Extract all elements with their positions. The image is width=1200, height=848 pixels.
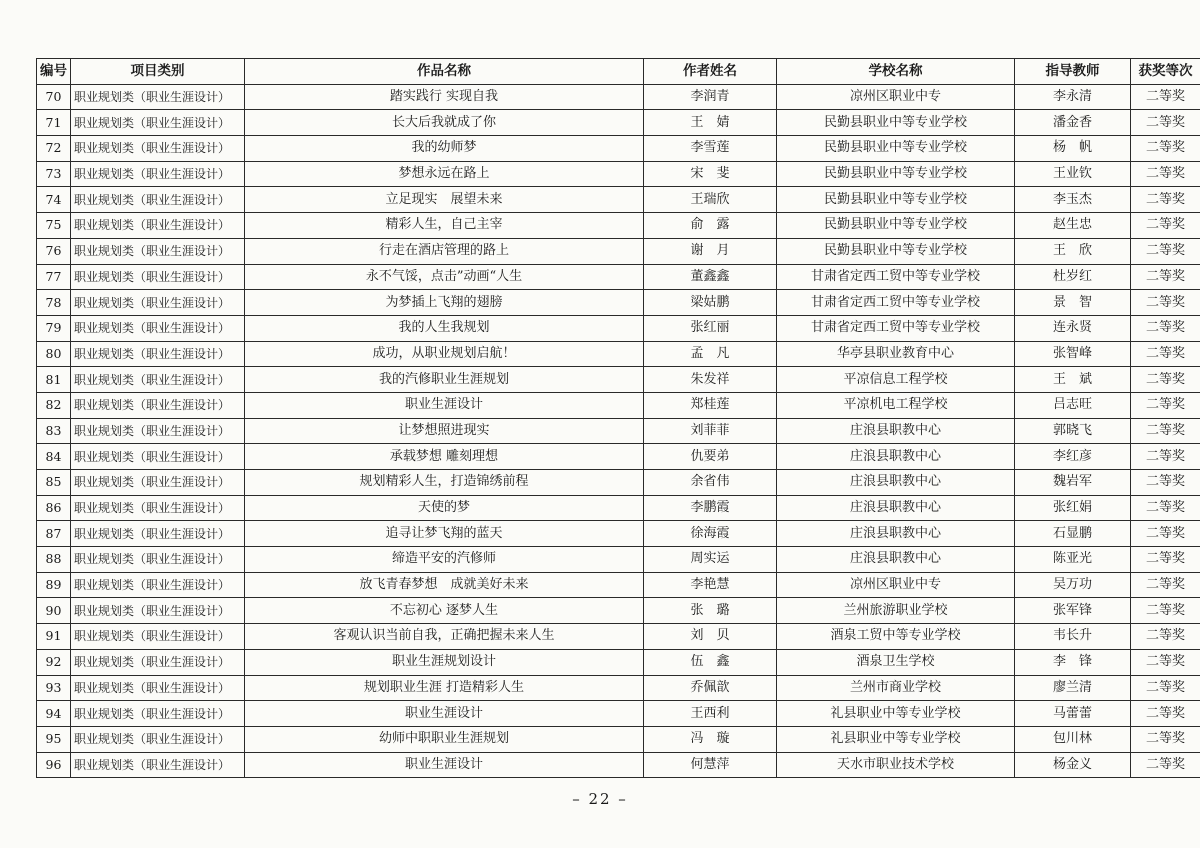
cell-work-title: 缔造平安的汽修师 [245,547,644,573]
cell-advisor: 魏岩军 [1015,470,1131,496]
cell-work-title: 不忘初心 逐梦人生 [245,598,644,624]
cell-work-title: 踏实践行 实现自我 [245,84,644,110]
cell-award: 二等奖 [1131,675,1200,701]
cell-number: 92 [37,649,71,675]
cell-work-title: 为梦插上飞翔的翅膀 [245,290,644,316]
cell-award: 二等奖 [1131,470,1200,496]
cell-advisor: 李红彦 [1015,444,1131,470]
cell-advisor: 李 锋 [1015,649,1131,675]
table-row [37,624,1200,650]
cell-author: 伍 鑫 [644,649,777,675]
cell-work-title: 我的人生我规划 [245,315,644,341]
cell-advisor: 潘金香 [1015,110,1131,136]
cell-number: 87 [37,521,71,547]
table-row [37,572,1200,598]
cell-award: 二等奖 [1131,624,1200,650]
table-row [37,84,1200,110]
cell-number: 78 [37,290,71,316]
cell-author: 李润青 [644,84,777,110]
cell-work-title: 幼师中职职业生涯规划 [245,726,644,752]
cell-work-title: 规划精彩人生，打造锦绣前程 [245,470,644,496]
cell-work-title: 立足现实 展望未来 [245,187,644,213]
table-row [37,341,1200,367]
award-table [36,58,1200,778]
cell-work-title: 天使的梦 [245,495,644,521]
cell-advisor: 韦长升 [1015,624,1131,650]
cell-work-title: 放飞青春梦想 成就美好未来 [245,572,644,598]
cell-category: 职业规划类（职业生涯设计） [71,238,245,264]
cell-author: 孟 凡 [644,341,777,367]
cell-author: 张红丽 [644,315,777,341]
cell-advisor: 石显鹏 [1015,521,1131,547]
cell-award: 二等奖 [1131,521,1200,547]
cell-advisor: 赵生忠 [1015,213,1131,239]
cell-number: 72 [37,136,71,162]
cell-number: 84 [37,444,71,470]
table-row [37,367,1200,393]
cell-author: 李艳慧 [644,572,777,598]
table-row [37,136,1200,162]
cell-work-title: 职业生涯设计 [245,701,644,727]
table-row [37,161,1200,187]
cell-advisor: 王业钦 [1015,161,1131,187]
cell-school: 酒泉工贸中等专业学校 [777,624,1015,650]
cell-work-title: 职业生涯设计 [245,392,644,418]
cell-category: 职业规划类（职业生涯设计） [71,341,245,367]
cell-number: 70 [37,84,71,110]
cell-school: 甘肃省定西工贸中等专业学校 [777,315,1015,341]
cell-work-title: 永不气馁，点击”动画“人生 [245,264,644,290]
cell-work-title: 承载梦想 雕刻理想 [245,444,644,470]
cell-author: 张 璐 [644,598,777,624]
cell-advisor: 吴万功 [1015,572,1131,598]
table-row [37,752,1200,778]
cell-advisor: 吕志旺 [1015,392,1131,418]
cell-author: 朱发祥 [644,367,777,393]
cell-author: 梁姑鹏 [644,290,777,316]
cell-advisor: 连永贤 [1015,315,1131,341]
cell-author: 李鹏霞 [644,495,777,521]
cell-number: 94 [37,701,71,727]
cell-award: 二等奖 [1131,444,1200,470]
header-school: 学校名称 [777,59,1015,85]
cell-advisor: 李玉杰 [1015,187,1131,213]
cell-category: 职业规划类（职业生涯设计） [71,675,245,701]
cell-author: 王瑞欣 [644,187,777,213]
header-row [37,59,1200,85]
cell-work-title: 我的汽修职业生涯规划 [245,367,644,393]
cell-work-title: 我的幼师梦 [245,136,644,162]
table-row [37,315,1200,341]
table-row [37,213,1200,239]
cell-work-title: 长大后我就成了你 [245,110,644,136]
cell-work-title: 职业生涯规划设计 [245,649,644,675]
cell-number: 76 [37,238,71,264]
cell-category: 职业规划类（职业生涯设计） [71,110,245,136]
cell-number: 71 [37,110,71,136]
cell-award: 二等奖 [1131,572,1200,598]
cell-work-title: 行走在酒店管理的路上 [245,238,644,264]
table-body [37,84,1200,778]
cell-award: 二等奖 [1131,238,1200,264]
cell-advisor: 王 斌 [1015,367,1131,393]
table-row [37,187,1200,213]
cell-category: 职业规划类（职业生涯设计） [71,392,245,418]
cell-award: 二等奖 [1131,290,1200,316]
cell-school: 礼县职业中等专业学校 [777,701,1015,727]
header-award: 获奖等次 [1131,59,1200,85]
cell-number: 86 [37,495,71,521]
cell-category: 职业规划类（职业生涯设计） [71,726,245,752]
cell-school: 平凉信息工程学校 [777,367,1015,393]
cell-work-title: 成功，从职业规划启航！ [245,341,644,367]
cell-award: 二等奖 [1131,315,1200,341]
cell-school: 民勤县职业中等专业学校 [777,110,1015,136]
cell-school: 平凉机电工程学校 [777,392,1015,418]
cell-category: 职业规划类（职业生涯设计） [71,187,245,213]
cell-author: 郑桂莲 [644,392,777,418]
cell-school: 甘肃省定西工贸中等专业学校 [777,290,1015,316]
cell-award: 二等奖 [1131,598,1200,624]
cell-category: 职业规划类（职业生涯设计） [71,649,245,675]
cell-author: 王西利 [644,701,777,727]
cell-author: 刘 贝 [644,624,777,650]
cell-number: 79 [37,315,71,341]
cell-advisor: 杨 帆 [1015,136,1131,162]
cell-category: 职业规划类（职业生涯设计） [71,161,245,187]
cell-category: 职业规划类（职业生涯设计） [71,521,245,547]
cell-award: 二等奖 [1131,726,1200,752]
cell-work-title: 让梦想照进现实 [245,418,644,444]
cell-number: 74 [37,187,71,213]
table-row [37,110,1200,136]
cell-number: 83 [37,418,71,444]
cell-author: 董鑫鑫 [644,264,777,290]
cell-author: 刘菲菲 [644,418,777,444]
cell-category: 职业规划类（职业生涯设计） [71,264,245,290]
cell-author: 乔佩歆 [644,675,777,701]
table-row [37,444,1200,470]
cell-number: 90 [37,598,71,624]
cell-advisor: 张军锋 [1015,598,1131,624]
cell-school: 民勤县职业中等专业学校 [777,238,1015,264]
cell-award: 二等奖 [1131,264,1200,290]
cell-category: 职业规划类（职业生涯设计） [71,84,245,110]
cell-advisor: 包川林 [1015,726,1131,752]
header-author: 作者姓名 [644,59,777,85]
cell-category: 职业规划类（职业生涯设计） [71,624,245,650]
cell-category: 职业规划类（职业生涯设计） [71,598,245,624]
cell-author: 王 婧 [644,110,777,136]
table-row [37,726,1200,752]
header-number: 编号 [37,59,71,85]
cell-number: 91 [37,624,71,650]
cell-number: 80 [37,341,71,367]
cell-school: 民勤县职业中等专业学校 [777,161,1015,187]
cell-advisor: 李永清 [1015,84,1131,110]
cell-award: 二等奖 [1131,161,1200,187]
cell-author: 仇要弟 [644,444,777,470]
cell-advisor: 廖兰清 [1015,675,1131,701]
cell-school: 庄浪县职教中心 [777,521,1015,547]
cell-award: 二等奖 [1131,136,1200,162]
cell-author: 李雪莲 [644,136,777,162]
cell-award: 二等奖 [1131,367,1200,393]
cell-author: 余省伟 [644,470,777,496]
cell-school: 庄浪县职教中心 [777,444,1015,470]
cell-school: 礼县职业中等专业学校 [777,726,1015,752]
cell-school: 甘肃省定西工贸中等专业学校 [777,264,1015,290]
cell-work-title: 规划职业生涯 打造精彩人生 [245,675,644,701]
cell-award: 二等奖 [1131,418,1200,444]
cell-category: 职业规划类（职业生涯设计） [71,315,245,341]
cell-work-title: 追寻让梦飞翔的蓝天 [245,521,644,547]
cell-number: 96 [37,752,71,778]
cell-school: 民勤县职业中等专业学校 [777,213,1015,239]
cell-number: 82 [37,392,71,418]
cell-author: 周实运 [644,547,777,573]
cell-author: 谢 月 [644,238,777,264]
cell-school: 庄浪县职教中心 [777,495,1015,521]
cell-author: 徐海霞 [644,521,777,547]
table-row [37,418,1200,444]
cell-advisor: 张智峰 [1015,341,1131,367]
cell-advisor: 杨金义 [1015,752,1131,778]
cell-award: 二等奖 [1131,213,1200,239]
cell-award: 二等奖 [1131,187,1200,213]
cell-category: 职业规划类（职业生涯设计） [71,418,245,444]
cell-number: 93 [37,675,71,701]
cell-number: 88 [37,547,71,573]
cell-school: 民勤县职业中等专业学校 [777,136,1015,162]
page-number: – 22 – [572,790,628,808]
header-advisor: 指导教师 [1015,59,1131,85]
cell-work-title: 梦想永远在路上 [245,161,644,187]
cell-number: 85 [37,470,71,496]
cell-award: 二等奖 [1131,495,1200,521]
header-category: 项目类别 [71,59,245,85]
cell-author: 冯 璇 [644,726,777,752]
cell-school: 庄浪县职教中心 [777,470,1015,496]
cell-school: 庄浪县职教中心 [777,547,1015,573]
cell-category: 职业规划类（职业生涯设计） [71,752,245,778]
cell-school: 兰州市商业学校 [777,675,1015,701]
cell-number: 81 [37,367,71,393]
cell-number: 89 [37,572,71,598]
cell-school: 天水市职业技术学校 [777,752,1015,778]
cell-number: 75 [37,213,71,239]
table-row [37,470,1200,496]
cell-author: 何慧萍 [644,752,777,778]
cell-school: 凉州区职业中专 [777,84,1015,110]
cell-number: 73 [37,161,71,187]
cell-advisor: 景 智 [1015,290,1131,316]
table-row [37,392,1200,418]
table-row [37,495,1200,521]
cell-work-title: 客观认识当前自我，正确把握未来人生 [245,624,644,650]
cell-advisor: 陈亚光 [1015,547,1131,573]
cell-award: 二等奖 [1131,701,1200,727]
cell-category: 职业规划类（职业生涯设计） [71,547,245,573]
cell-school: 庄浪县职教中心 [777,418,1015,444]
table-row [37,547,1200,573]
cell-category: 职业规划类（职业生涯设计） [71,213,245,239]
table-row [37,521,1200,547]
table-row [37,675,1200,701]
cell-advisor: 张红娟 [1015,495,1131,521]
cell-award: 二等奖 [1131,649,1200,675]
cell-number: 95 [37,726,71,752]
cell-work-title: 职业生涯设计 [245,752,644,778]
table-row [37,598,1200,624]
cell-advisor: 郭晓飞 [1015,418,1131,444]
cell-award: 二等奖 [1131,341,1200,367]
table-row [37,290,1200,316]
cell-category: 职业规划类（职业生涯设计） [71,136,245,162]
cell-school: 兰州旅游职业学校 [777,598,1015,624]
cell-author: 宋 斐 [644,161,777,187]
cell-category: 职业规划类（职业生涯设计） [71,495,245,521]
cell-advisor: 王 欣 [1015,238,1131,264]
cell-award: 二等奖 [1131,547,1200,573]
table-row [37,649,1200,675]
cell-category: 职业规划类（职业生涯设计） [71,701,245,727]
header-work-title: 作品名称 [245,59,644,85]
cell-category: 职业规划类（职业生涯设计） [71,367,245,393]
cell-category: 职业规划类（职业生涯设计） [71,470,245,496]
cell-work-title: 精彩人生，自己主宰 [245,213,644,239]
cell-award: 二等奖 [1131,752,1200,778]
cell-category: 职业规划类（职业生涯设计） [71,444,245,470]
cell-award: 二等奖 [1131,110,1200,136]
cell-award: 二等奖 [1131,84,1200,110]
cell-category: 职业规划类（职业生涯设计） [71,290,245,316]
cell-school: 民勤县职业中等专业学校 [777,187,1015,213]
cell-number: 77 [37,264,71,290]
cell-author: 俞 露 [644,213,777,239]
table-row [37,238,1200,264]
cell-award: 二等奖 [1131,392,1200,418]
cell-category: 职业规划类（职业生涯设计） [71,572,245,598]
cell-school: 凉州区职业中专 [777,572,1015,598]
table-row [37,701,1200,727]
cell-advisor: 杜岁红 [1015,264,1131,290]
cell-school: 华亭县职业教育中心 [777,341,1015,367]
cell-school: 酒泉卫生学校 [777,649,1015,675]
table-row [37,264,1200,290]
cell-advisor: 马蕾蕾 [1015,701,1131,727]
